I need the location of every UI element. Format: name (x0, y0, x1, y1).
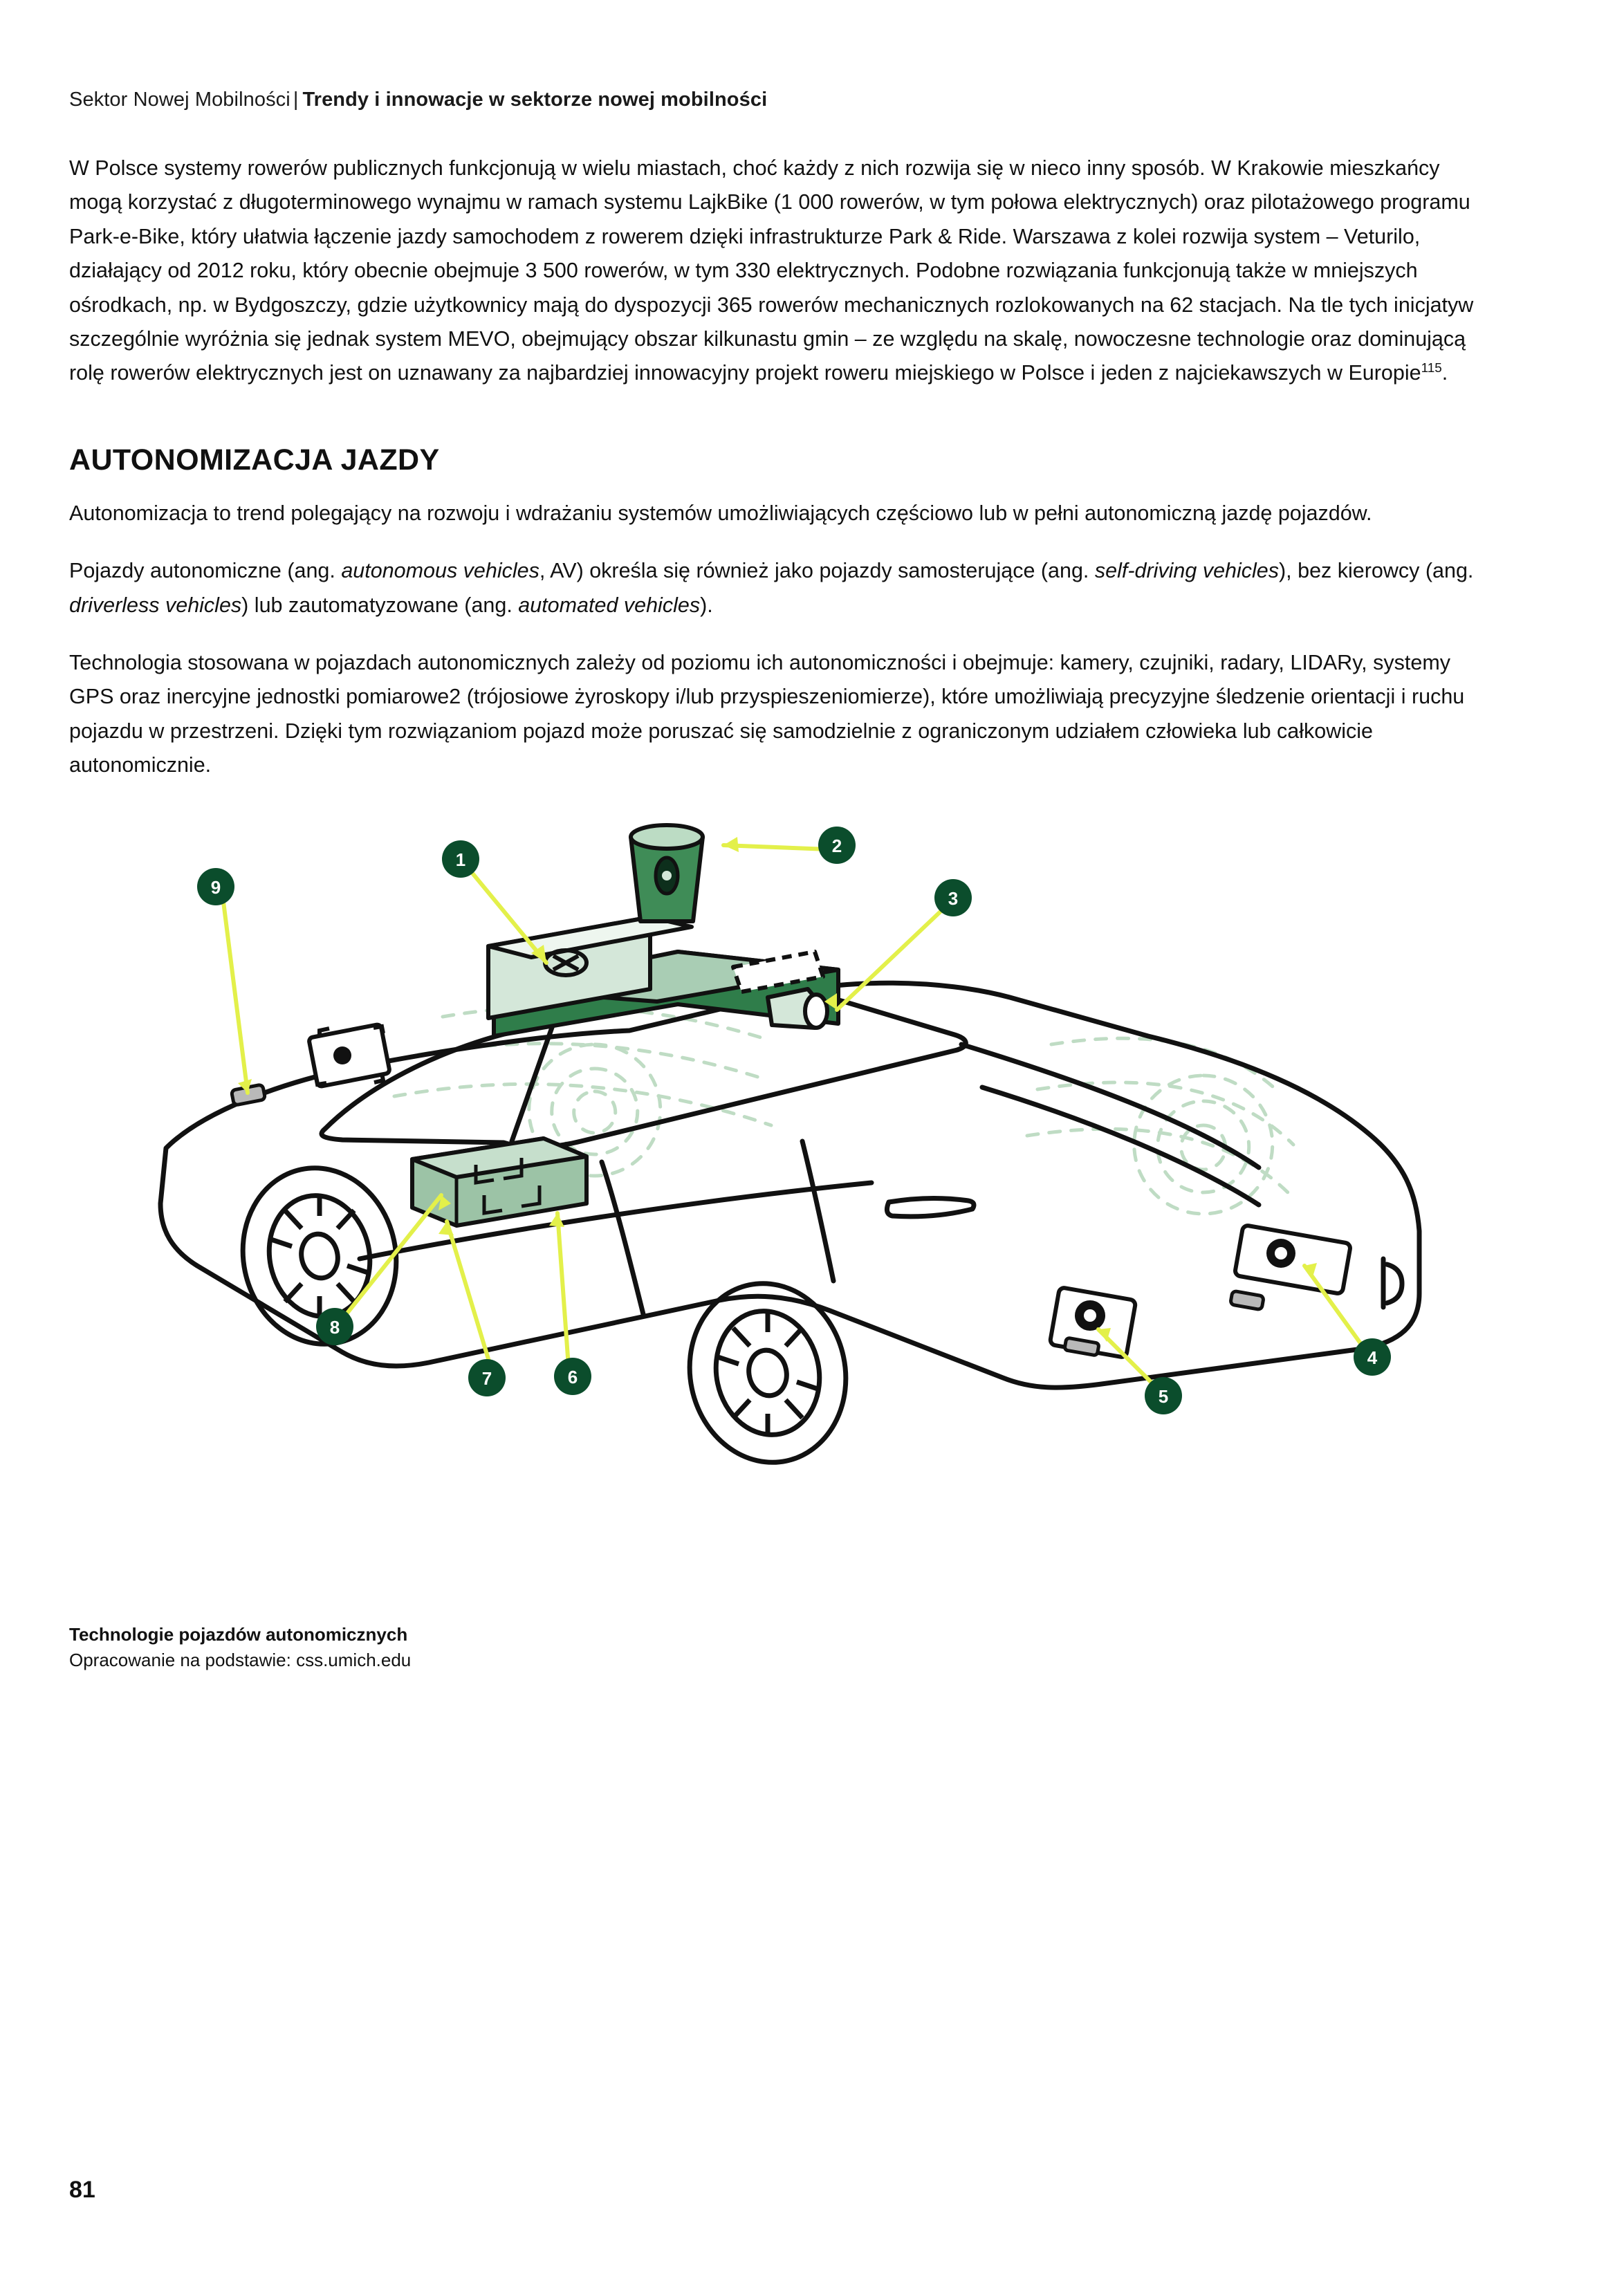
callout-badges (197, 827, 1391, 1414)
svg-text:7: 7 (481, 1367, 492, 1389)
paragraph-av-terms (69, 554, 1493, 622)
av-term-automated-vehicles: automated vehicles (518, 593, 701, 617)
callout-6[interactable] (554, 1358, 591, 1395)
av-term-self-driving-vehicles: self-driving vehicles (1094, 559, 1280, 583)
callout-1[interactable] (442, 840, 479, 878)
paragraph-bikes-period: . (1441, 361, 1448, 385)
figure-caption-source: Opracowanie na podstawie: css.umich.edu (69, 1649, 412, 1670)
leader-9 (223, 896, 248, 1093)
footnote-marker-115: 115 (1421, 361, 1442, 376)
section-title-autonomizacja: AUTONOMIZACJA JAZDY (69, 443, 440, 477)
av-terms-d: ) lub zautomatyzowane (ang. (241, 593, 519, 617)
svg-text:1: 1 (455, 849, 466, 870)
paragraph-bikes (69, 151, 1493, 391)
svg-text:2: 2 (831, 835, 842, 856)
av-terms-e: ). (700, 593, 713, 617)
figure-caption-title: Technologie pojazdów autonomicznych (69, 1623, 408, 1645)
paragraph-bikes-text: W Polsce systemy rowerów publicznych funkcjonują w wielu miastach, choć każdy z nich rozwija się w nieco inny sposób. W Krakowie mieszkańcy mogą korzystać z długoterminowego wynajmu w ramach systemu LajkBike (1 000 rowerów, w tym połowa elektrycznych) oraz pilotażowego programu Park-e-Bike, który ułatwia łączenie jazdy samochodem z rowerem dzięki infrastrukturze Park & Ride. Warszawa z kolei rozwija system – Veturilo, działający od 2012 roku, który obecnie obejmuje 3 500 rowerów, w tym 330 elektrycznych. Podobne rozwiązania funkcjonują także w mniejszych ośrodkach, np. w Bydgoszczy, gdzie użytkownicy mają do dyspozycji 365 rowerów mechanicznych rozlokowanych na 62 stacjach. Na tle tych inicjatyw szczególnie wyróżnia się jednak system MEVO, obejmujący obszar kilkunastu gmin – ze względu na skalę, nowoczesne technologie oraz dominującą rolę rowerów elektrycznych jest on uznawany za najbardziej innowacyjny projekt roweru miejskiego w Polsce i jeden z najciekawszych w Europie (69, 156, 1474, 385)
callout-4[interactable] (1354, 1338, 1391, 1376)
onboard-computer-block (412, 1138, 587, 1226)
page-number: 81 (69, 2177, 95, 2203)
running-head-separator: | (293, 89, 299, 111)
leader-arrowheads (238, 837, 1317, 1342)
svg-text:4: 4 (1367, 1347, 1378, 1368)
paragraph-technologie: Technologia stosowana w pojazdach autonomicznych zależy od poziomu ich autonomiczności i obejmuje: kamery, czujniki, radary, LIDARy, systemy GPS oraz inercyjne jednostki pomiarowe2 (trójosiowe żyroskopy i/lub przyspieszeniomierze), które umożliwiają precyzyjne śledzenie orientacji i ruchu pojazdu w przestrzeni. Dzięki tym rozwiązaniom pojazd może poruszać się samodzielnie z ograniczonym udziałem człowieka lub całkowicie autonomicznie. (69, 651, 1465, 777)
running-head-right: Trendy i innowacje w sektorze nowej mobilności (302, 89, 768, 111)
autonomous-car-illustration (69, 816, 1494, 1612)
running-head-left: Sektor Nowej Mobilności (69, 89, 290, 111)
svg-text:8: 8 (329, 1316, 340, 1338)
svg-text:9: 9 (210, 876, 221, 898)
roof-camera-unit (631, 825, 703, 921)
callout-2[interactable] (818, 827, 856, 864)
callout-8[interactable] (316, 1308, 353, 1345)
running-head (69, 89, 1493, 111)
callout-3[interactable] (934, 879, 972, 916)
paragraph-autonomizacja-def: Autonomizacja to trend polegający na rozwoju i wdrażaniu systemów umożliwiających częściowo lub w pełni autonomiczną jazdę pojazdów. (69, 501, 1372, 525)
rear-radar-unit (1230, 1225, 1351, 1310)
svg-text:3: 3 (948, 887, 959, 909)
svg-text:5: 5 (1158, 1385, 1169, 1407)
leader-7 (447, 1221, 491, 1368)
leader-lines (223, 845, 1364, 1386)
figure-autonomous-car (69, 816, 1494, 1612)
wheel-rear (673, 1268, 862, 1477)
front-bottom-sensor (1050, 1287, 1136, 1358)
av-terms-b: , AV) określa się również jako pojazdy samosterujące (ang. (539, 559, 1095, 583)
av-terms-a: Pojazdy autonomiczne (ang. (69, 559, 342, 583)
callout-9[interactable] (197, 868, 234, 905)
leader-2 (723, 845, 829, 849)
leader-3 (837, 907, 945, 1010)
figure-caption (69, 1624, 1493, 1671)
leader-8 (343, 1195, 441, 1318)
section-text-block (69, 497, 1493, 783)
av-term-autonomous-vehicles: autonomous vehicles (341, 559, 539, 583)
callout-7[interactable] (468, 1359, 506, 1396)
svg-text:6: 6 (567, 1366, 578, 1387)
callout-5[interactable] (1145, 1377, 1182, 1414)
av-term-driverless-vehicles: driverless vehicles (69, 593, 242, 617)
intro-text-block (69, 151, 1493, 391)
av-terms-c: ), bez kierowcy (ang. (1279, 559, 1474, 583)
leader-6 (557, 1213, 569, 1367)
